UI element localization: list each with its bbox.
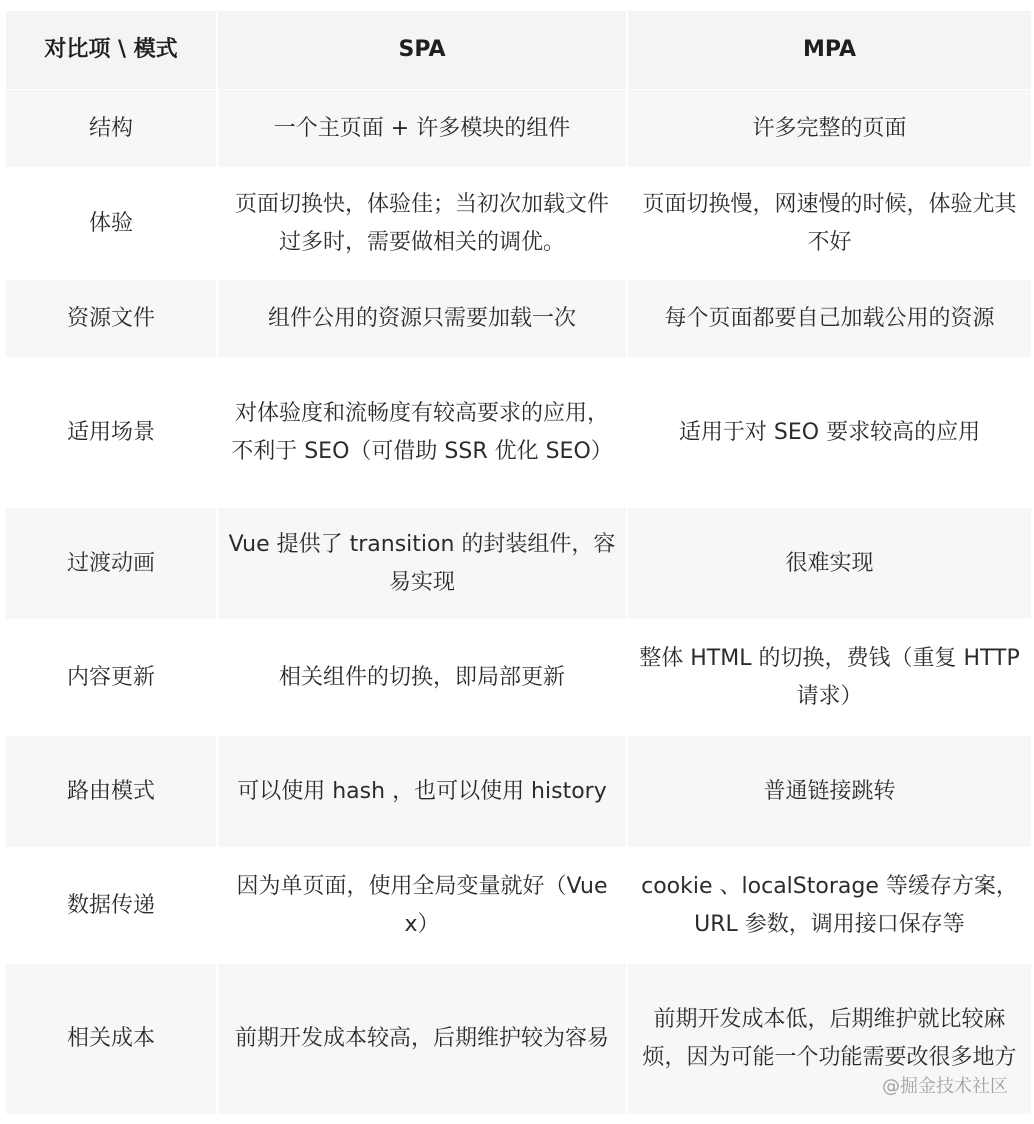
cell-mpa: 整体 HTML 的切换，费钱（重复 HTTP 请求）	[627, 620, 1031, 736]
cell-item: 相关成本	[5, 964, 217, 1114]
cell-spa: 因为单页面，使用全局变量就好（Vuex）	[217, 848, 627, 964]
header-item: 对比项 \ 模式	[5, 11, 217, 90]
cell-item: 过渡动画	[5, 508, 217, 620]
table-row	[5, 736, 1031, 848]
cell-mpa: 很难实现	[627, 508, 1031, 620]
cell-mpa: 普通链接跳转	[627, 736, 1031, 848]
cell-spa: 一个主页面 + 许多模块的组件	[217, 90, 627, 168]
cell-mpa: 适用于对 SEO 要求较高的应用	[627, 358, 1031, 508]
cell-item: 数据传递	[5, 848, 217, 964]
cell-spa: Vue 提供了 transition 的封装组件，容易实现	[217, 508, 627, 620]
watermark-text: @掘金技术社区	[882, 1076, 1008, 1097]
cell-spa: 组件公用的资源只需要加载一次	[217, 280, 627, 358]
cell-spa: 对体验度和流畅度有较高要求的应用，不利于 SEO（可借助 SSR 优化 SEO）	[217, 358, 627, 508]
header-spa: SPA	[217, 11, 627, 90]
cell-item: 内容更新	[5, 620, 217, 736]
cell-mpa: 许多完整的页面	[627, 90, 1031, 168]
table-row	[5, 848, 1031, 964]
table-row	[5, 280, 1031, 358]
cell-mpa: 每个页面都要自己加载公用的资源	[627, 280, 1031, 358]
table-header-row	[5, 11, 1031, 90]
table-row	[5, 168, 1031, 280]
table-row	[5, 508, 1031, 620]
cell-item: 资源文件	[5, 280, 217, 358]
cell-spa: 可以使用 hash ，也可以使用 history	[217, 736, 627, 848]
cell-mpa: cookie 、localStorage 等缓存方案，URL 参数，调用接口保存等	[627, 848, 1031, 964]
cell-mpa: 页面切换慢，网速慢的时候，体验尤其不好	[627, 168, 1031, 280]
cell-spa: 前期开发成本较高，后期维护较为容易	[217, 964, 627, 1114]
cell-mpa: 前期开发成本低，后期维护就比较麻烦，因为可能一个功能需要改很多地方	[627, 964, 1031, 1114]
comparison-table	[4, 10, 1031, 1114]
header-mpa: MPA	[627, 11, 1031, 90]
cell-item: 适用场景	[5, 358, 217, 508]
table-row	[5, 90, 1031, 168]
cell-spa: 相关组件的切换，即局部更新	[217, 620, 627, 736]
table-row	[5, 964, 1031, 1114]
cell-spa: 页面切换快，体验佳；当初次加载文件过多时，需要做相关的调优。	[217, 168, 627, 280]
table-row	[5, 620, 1031, 736]
cell-item: 体验	[5, 168, 217, 280]
cell-item: 路由模式	[5, 736, 217, 848]
cell-item: 结构	[5, 90, 217, 168]
table-row	[5, 358, 1031, 508]
